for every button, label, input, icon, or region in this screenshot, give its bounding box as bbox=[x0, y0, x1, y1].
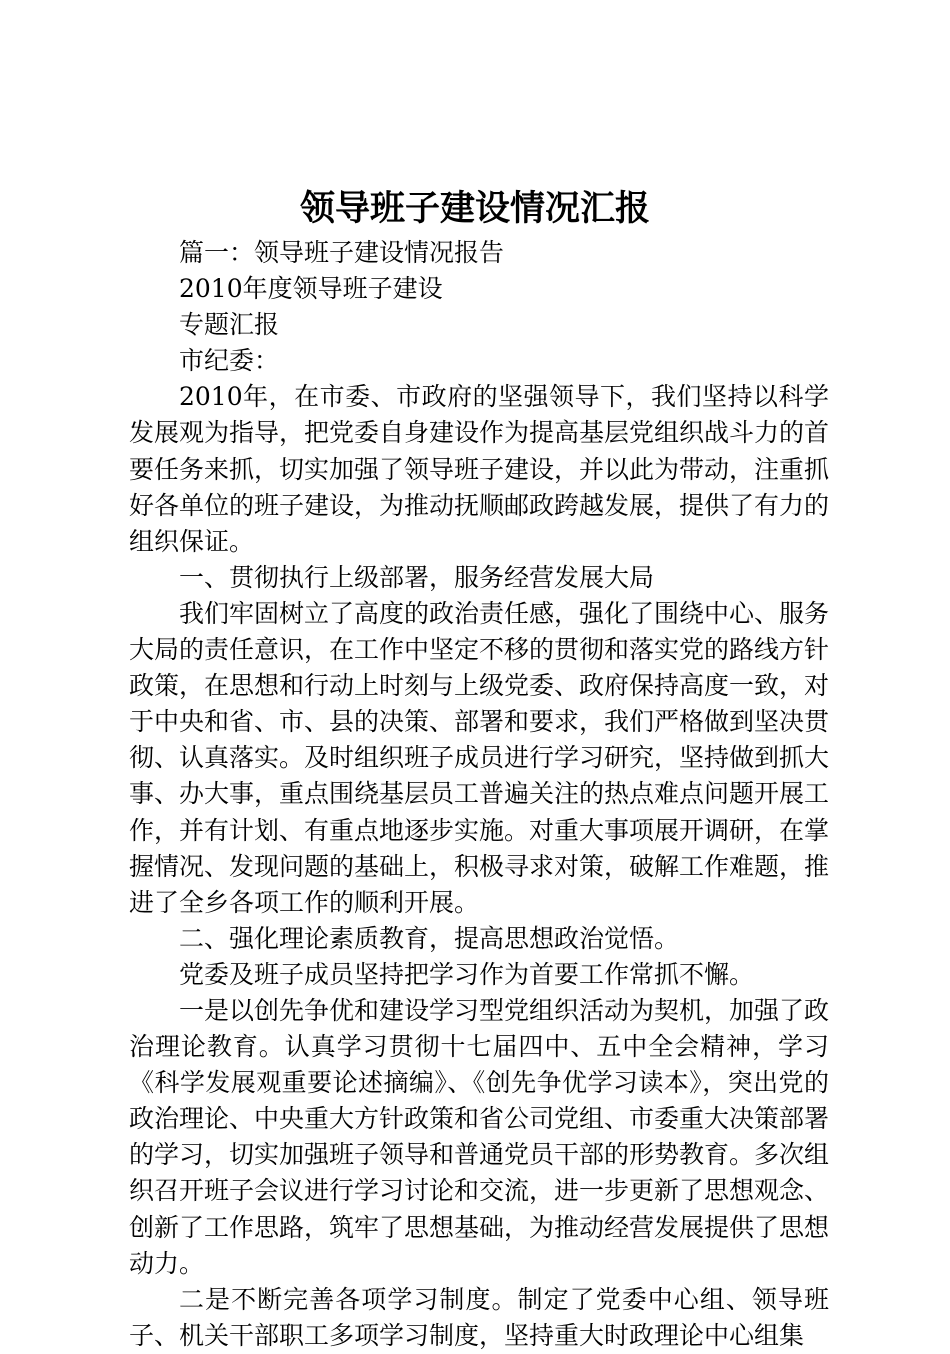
paragraph-subtitle-year: 2010年度领导班子建设 bbox=[179, 274, 443, 304]
paragraph-section-heading: 篇一：领导班子建设情况报告 bbox=[179, 238, 505, 267]
paragraph-heading-2: 二、强化理论素质教育，提高思想政治觉悟。 bbox=[179, 923, 680, 953]
paragraph-body-1: 我们牢固树立了高度的政治责任感，强化了围绕中心、服务大局的责任意识，在工作中坚定不移的贯彻和落实党的路线方针政策，在思想和行动上时刻与上级党委、政府保持高度一致，对于中央和省、市、县的决策、部署和要求，我们严格做到坚决贯彻、认真落实。及时组织班子成员进行学习研究，坚持做到抓大事、办大事，重点围绕基层员工普遍关注的热点难点问题开展工作，并有计划、有重点地逐步实施。对重大事项展开调研，在掌握情况、发现问题的基础上，积极寻求对策，破解工作难题，推进了全乡各项工作的顺利开展。 bbox=[129, 598, 830, 917]
paragraph-addressee: 市纪委： bbox=[179, 346, 280, 376]
document-title: 领导班子建设情况汇报 bbox=[299, 188, 650, 229]
document-body bbox=[129, 235, 829, 1354]
paragraph-body-2: 党委及班子成员坚持把学习作为首要工作常抓不懈。 bbox=[179, 959, 755, 989]
paragraph-subtitle-report: 专题汇报 bbox=[179, 310, 280, 340]
paragraph-heading-1: 一、贯彻执行上级部署，服务经营发展大局 bbox=[179, 562, 655, 592]
paragraph-body-4: 二是不断完善各项学习制度。制定了党委中心组、领导班子、机关干部职工多项学习制度，坚持重大时政理论中心组集 bbox=[129, 1284, 829, 1350]
paragraph-body-3: 一是以创先争优和建设学习型党组织活动为契机，加强了政治理论教育。认真学习贯彻十七届四中、五中全会精神，学习《科学发展观重要论述摘编》、《创先争优学习读本》，突出党的政治理论、中央重大方针政策和省公司党组、市委重大决策部署的学习，切实加强班子领导和普通党员干部的形势教育。多次组织召开班子会议进行学习讨论和交流，进一步更新了思想观念、创新了工作思路，筑牢了思想基础，为推动经营发展提供了思想动力。 bbox=[129, 995, 830, 1278]
paragraph-intro: 2010年，在市委、市政府的坚强领导下，我们坚持以科学发展观为指导，把党委自身建设作为提高基层党组织战斗力的首要任务来抓，切实加强了领导班子建设，并以此为带动，注重抓好各单位的班子建设，为推动抚顺邮政跨越发展，提供了有力的组织保证。 bbox=[129, 382, 830, 556]
